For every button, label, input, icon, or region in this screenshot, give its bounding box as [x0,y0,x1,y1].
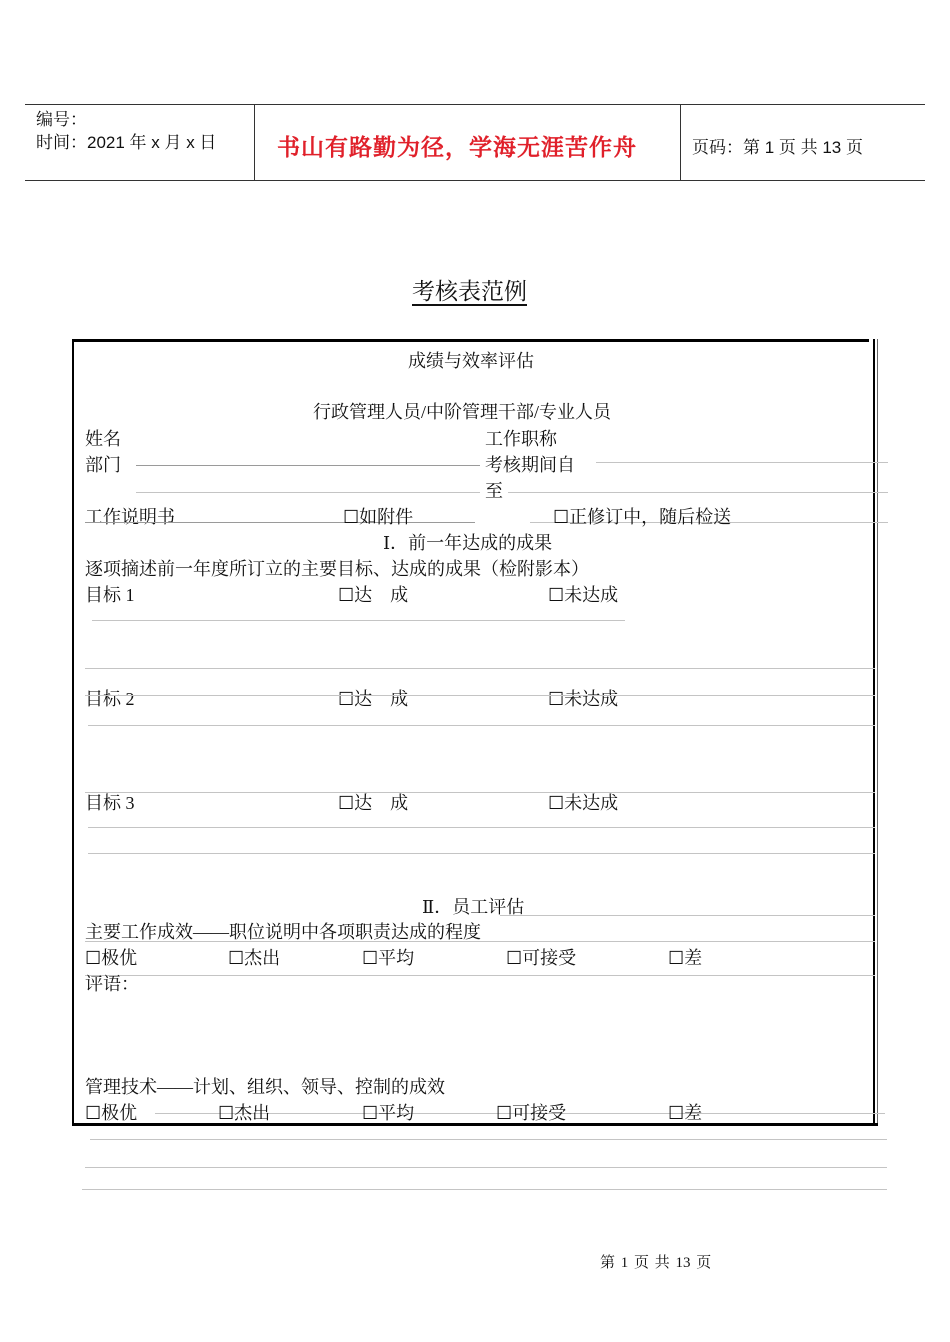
period-from-field-line[interactable] [596,462,888,463]
name-label: 姓名 [85,429,121,449]
section2-line-1 [500,915,875,916]
performance-option-poor[interactable]: ☐差 [668,948,703,968]
performance-label: 主要工作成效——职位说明中各项职责达成的程度 [85,922,481,942]
management-option-excellent[interactable]: ☐极优 [85,1103,138,1123]
footer-page-number: 第 1 页 共 13 页 [600,1255,712,1271]
period-from-label: 考核期间自 [485,455,575,475]
below-box-line-3 [82,1189,887,1190]
goal2-answer-line-1[interactable] [85,695,875,696]
job-description-line [85,522,475,523]
job-description-revising-checkbox[interactable]: ☐正修订中，随后检送 [553,507,732,527]
performance-option-acceptable[interactable]: ☐可接受 [506,948,577,968]
below-box-line-1 [90,1139,887,1140]
section2-line-2 [85,941,875,942]
goal1-label: 目标 1 [85,585,135,605]
header-number-label: 编号： [36,110,87,129]
section1-instruction: 逐项摘述前一年度所订立的主要目标、达成的成果（检附影本） [85,559,589,579]
management-option-average[interactable]: ☐平均 [362,1103,415,1123]
period-to-label: 至 [485,481,503,501]
goal2-not-achieved-checkbox[interactable]: ☐未达成 [548,689,619,709]
document-title: 考核表范例 [412,278,527,304]
form-border-right [873,339,875,1126]
goal1-answer-line-1[interactable] [92,620,625,621]
goal2-achieved-checkbox[interactable]: ☐达 成 [338,689,409,709]
header-divider-left [254,104,255,180]
job-description-label: 工作说明书 [85,507,175,527]
form-border-bottom [74,1123,878,1126]
management-option-acceptable[interactable]: ☐可接受 [496,1103,567,1123]
comment-label: 评语： [85,974,139,994]
goal3-label: 目标 3 [85,793,135,813]
goal3-answer-line-2[interactable] [88,827,875,828]
department-field-line[interactable] [136,465,480,466]
management-option-outstanding[interactable]: ☐杰出 [218,1103,271,1123]
goal3-achieved-checkbox[interactable]: ☐达 成 [338,793,409,813]
management-label: 管理技术——计划、组织、领导、控制的成效 [85,1077,445,1097]
header-top-rule [25,104,925,105]
form-border-left [72,339,74,1126]
goal3-not-achieved-checkbox[interactable]: ☐未达成 [548,793,619,813]
comment-line[interactable] [85,975,875,976]
goal2-label: 目标 2 [85,689,135,709]
section2-title: Ⅱ．员工评估 [422,897,525,917]
form-subheading: 行政管理人员/中阶管理干部/专业人员 [313,402,612,422]
below-box-line-2 [85,1167,887,1168]
header-time-label: 时间：2021 年 x 月 x 日 [36,133,217,152]
department-label: 部门 [85,455,121,475]
job-title-label: 工作职称 [485,429,557,449]
header-divider-right [680,104,681,180]
job-description-attached-checkbox[interactable]: ☐如附件 [343,507,414,527]
performance-option-average[interactable]: ☐平均 [362,948,415,968]
goal2-answer-line-2[interactable] [88,725,875,726]
period-to-field-line[interactable] [508,492,888,493]
section1-title: Ⅰ．前一年达成的成果 [383,533,553,553]
goal1-not-achieved-checkbox[interactable]: ☐未达成 [548,585,619,605]
header-motto: 书山有路勤为径，学海无涯苦作舟 [277,135,637,160]
management-option-poor[interactable]: ☐差 [668,1103,703,1123]
goal1-answer-line-2[interactable] [85,668,875,669]
header-bottom-rule [25,180,925,181]
goal3-answer-line-1[interactable] [85,792,875,793]
header-page-info: 页码：第 1 页 共 13 页 [692,138,863,157]
performance-option-excellent[interactable]: ☐极优 [85,948,138,968]
form-border-top [74,339,869,342]
goal3-answer-line-3[interactable] [88,853,875,854]
goal1-achieved-checkbox[interactable]: ☐达 成 [338,585,409,605]
form-border-right-inner [877,339,878,1126]
performance-option-outstanding[interactable]: ☐杰出 [228,948,281,968]
department-field-underline [136,492,480,493]
form-heading: 成绩与效率评估 [408,351,534,371]
